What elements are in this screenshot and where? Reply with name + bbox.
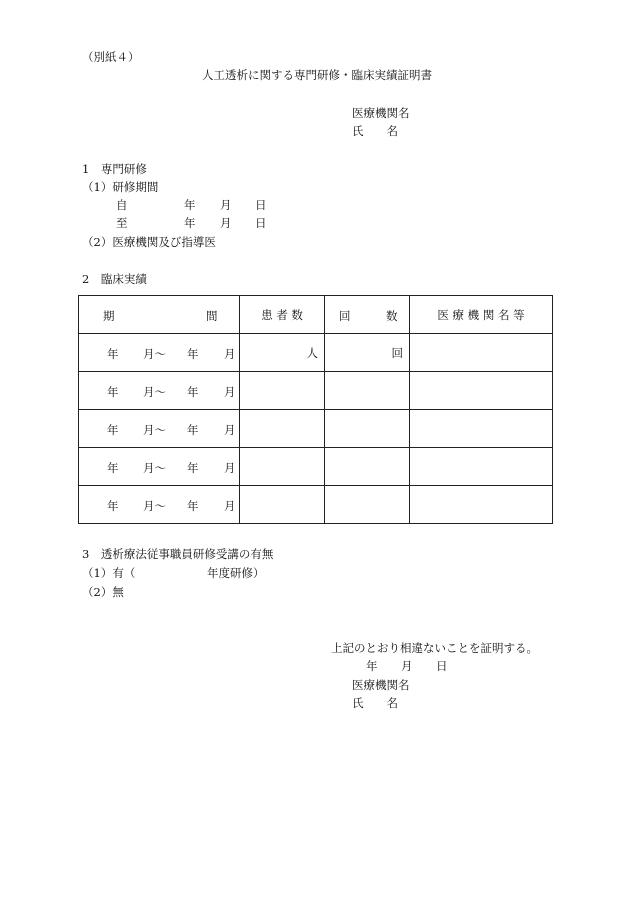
section3-heading: 3 透析療法従事職員研修受講の有無 xyxy=(82,547,274,561)
count-header-end: 数 xyxy=(386,309,398,323)
patients-column-header: 患 者 数 xyxy=(240,296,325,334)
from-label: 自 xyxy=(116,198,128,212)
patients-cell[interactable]: 人 xyxy=(240,334,325,372)
to-day-label: 日 xyxy=(255,216,267,230)
cert-year-label: 年 xyxy=(366,659,378,673)
table-row xyxy=(79,448,553,486)
period-cell[interactable] xyxy=(79,448,240,486)
month2-label: 月 xyxy=(224,499,236,513)
to-label: 至 xyxy=(116,216,128,230)
period-cell[interactable] xyxy=(79,486,240,524)
institution-cell[interactable] xyxy=(410,486,553,524)
month1-label: 月～ xyxy=(143,347,166,361)
from-month-label: 月 xyxy=(220,198,232,212)
patients-cell[interactable] xyxy=(240,372,325,410)
year1-label: 年 xyxy=(107,461,119,475)
table-row xyxy=(79,372,553,410)
institution-cell[interactable] xyxy=(410,334,553,372)
header-name-label: 氏 名 xyxy=(352,124,398,138)
cert-name-label: 氏 名 xyxy=(352,696,398,710)
institution-column-header: 医 療 機 関 名 等 xyxy=(410,296,553,334)
institution-cell[interactable] xyxy=(410,372,553,410)
year1-label: 年 xyxy=(107,347,119,361)
period-cell[interactable] xyxy=(79,410,240,448)
document-title: 人工透析に関する専門研修・臨床実績証明書 xyxy=(202,68,432,82)
month2-label: 月 xyxy=(224,423,236,437)
from-year-label: 年 xyxy=(184,198,196,212)
year2-label: 年 xyxy=(187,423,199,437)
month1-label: 月～ xyxy=(143,385,166,399)
training-period-label: （1）研修期間 xyxy=(82,180,159,194)
clinical-record-table xyxy=(78,295,553,524)
section1-heading: 1 専門研修 xyxy=(82,162,147,176)
count-cell[interactable] xyxy=(325,486,410,524)
count-column-header xyxy=(325,296,410,334)
to-month-label: 月 xyxy=(220,216,232,230)
count-cell[interactable] xyxy=(325,448,410,486)
training-yes-prefix: （1）有（ xyxy=(82,566,136,580)
institution-instructor-label: （2）医療機関及び指導医 xyxy=(82,235,216,249)
month2-label: 月 xyxy=(224,461,236,475)
count-cell[interactable] xyxy=(325,410,410,448)
patients-cell[interactable] xyxy=(240,448,325,486)
table-header-row xyxy=(79,296,553,334)
patients-cell[interactable] xyxy=(240,486,325,524)
year2-label: 年 xyxy=(187,385,199,399)
period-column-header xyxy=(79,296,240,334)
training-yes-suffix: 年度研修） xyxy=(207,566,265,580)
month1-label: 月～ xyxy=(143,499,166,513)
year2-label: 年 xyxy=(187,347,199,361)
institution-cell[interactable] xyxy=(410,410,553,448)
month2-label: 月 xyxy=(224,385,236,399)
cert-institution-label: 医療機関名 xyxy=(352,678,410,692)
institution-cell[interactable] xyxy=(410,448,553,486)
year1-label: 年 xyxy=(107,385,119,399)
month1-label: 月～ xyxy=(143,423,166,437)
to-year-label: 年 xyxy=(184,216,196,230)
table-row xyxy=(79,486,553,524)
year2-label: 年 xyxy=(187,461,199,475)
header-institution-label: 医療機関名 xyxy=(352,106,410,120)
table-row xyxy=(79,334,553,372)
from-day-label: 日 xyxy=(255,198,267,212)
training-no-label: （2）無 xyxy=(82,585,124,599)
period-header-start: 期 xyxy=(103,309,115,323)
patients-cell[interactable] xyxy=(240,410,325,448)
cert-day-label: 日 xyxy=(436,659,448,673)
year2-label: 年 xyxy=(187,499,199,513)
year1-label: 年 xyxy=(107,423,119,437)
period-header-end: 間 xyxy=(206,309,218,323)
count-cell[interactable]: 回 xyxy=(325,334,410,372)
year1-label: 年 xyxy=(107,499,119,513)
period-cell[interactable] xyxy=(79,372,240,410)
cert-month-label: 月 xyxy=(401,659,413,673)
certification-statement: 上記のとおり相違ないことを証明する。 xyxy=(331,641,538,655)
count-header-start: 回 xyxy=(339,309,351,323)
month2-label: 月 xyxy=(224,347,236,361)
attachment-label: （別紙４） xyxy=(82,50,140,64)
period-cell[interactable] xyxy=(79,334,240,372)
table-row xyxy=(79,410,553,448)
count-cell[interactable] xyxy=(325,372,410,410)
month1-label: 月～ xyxy=(143,461,166,475)
section2-heading: 2 臨床実績 xyxy=(82,272,147,286)
